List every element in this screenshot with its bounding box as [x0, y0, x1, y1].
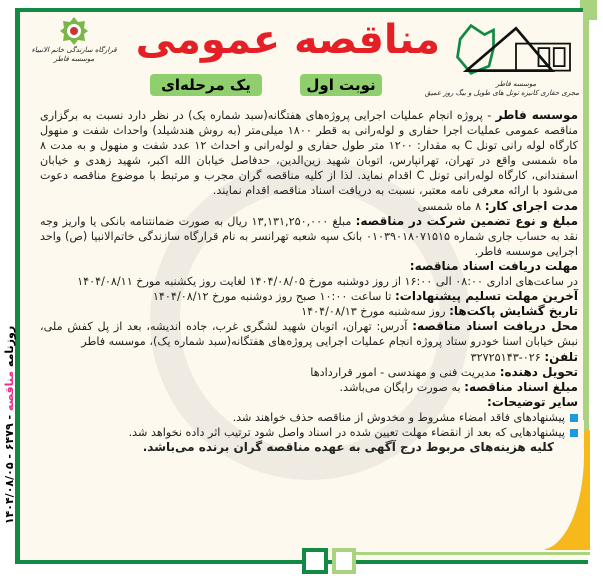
paper-name: روزنامه: [3, 325, 16, 368]
note-item: [40, 410, 578, 425]
location-value: آدرس: تهران، اتوبان شهید لشگری غرب، جاده اندیشه، بعد از پل کفش ملی، نبش خیابان اسنا خودرو ستاد پروژه انجام عملیات اجرایی پروژه‌های هفتگانه(سبد شماره یک)، موسسه فاطر: [40, 320, 578, 349]
opening-value: روز سه‌شنبه مورخ ۱۴۰۴/۰۸/۱۳: [301, 305, 450, 319]
bullet-icon: [570, 429, 578, 437]
ad-body: [40, 108, 578, 455]
newspaper-imprint: [3, 290, 16, 560]
phone-value: ۰۲۶-۳۲۷۲۵۱۴۳: [470, 350, 545, 364]
note-text: پیشنهادهای فاقد امضاء مشروط و مخدوش از مناقصه حذف خواهند شد.: [232, 410, 565, 424]
issue-info: - ۶۴۷۹ - ۱۴۰۴/۰۸/۰۵: [3, 411, 16, 525]
final-note: کلیه هزینه‌های مربوط درج آگهی به عهده مناقصه گران برنده می‌باشد.: [142, 440, 554, 455]
paper-brand: مناقصه: [3, 370, 16, 412]
khatam-logo: [24, 16, 124, 106]
org-name: موسسه فاطر: [495, 108, 578, 122]
stage-badge: یک مرحله‌ای: [150, 74, 262, 96]
decor-square: [332, 548, 356, 574]
opening-label: تاریخ گشایش پاکت‌ها:: [449, 304, 578, 319]
guarantee-value: مبلغ ۱۳,۱۳۱,۲۵۰,۰۰۰ ریال به صورت ضمانتنامه بانکی یا واریز وجه نقد به حساب جاری شماره ۰۱۰۳۹۰۱۸۰۷۱۵۱۵ بانک سپه شعبه تهرانسر به نام قرارگاه سازندگی خاتم‌الانبیا (ص) واحد اجرایی موسسه فاطر.: [40, 214, 578, 258]
logo-caption: مجری حفاری کانیزه تونل های طویل و بیگ روز عمیق: [424, 89, 579, 97]
logo-caption: قرارگاه سازندگی خاتم الانبیاء: [31, 46, 117, 54]
docs-deadline-label: مهلت دریافت اسناد مناقصه:: [409, 258, 578, 273]
emblem-icon: [59, 16, 89, 46]
submit-value: تا ساعت ۱۰:۰۰ صبح روز دوشنبه مورخ ۱۴۰۴/۰۸/۱۲: [152, 290, 395, 304]
note-item: [40, 425, 578, 440]
submit-label: آخرین مهلت تسلیم پیشنهادات:: [394, 289, 578, 304]
other-label: سایر توضیحات:: [487, 394, 578, 409]
docs-deadline-value: در ساعت‌های اداری ۰۸:۰۰ الی ۱۶:۰۰ از روز دوشنبه مورخ ۱۴۰۴/۰۸/۰۵ لغایت روز یکشنبه مورخ ۱۴۰۴/۰۸/۱۱: [77, 275, 578, 289]
duration-value: ۸ ماه شمسی: [417, 199, 485, 213]
location-label: محل دریافت اسناد مناقصه:: [412, 319, 578, 334]
decor-square: [302, 548, 328, 574]
fater-logo-icon: [453, 18, 579, 80]
duration-label: مدت اجرای کار:: [484, 198, 578, 213]
deliverer-value: مدیریت فنی و مهندسی - امور قراردادها: [310, 365, 500, 379]
bullet-icon: [570, 414, 578, 422]
logo-caption: موسسه فاطر: [53, 55, 95, 63]
deliverer-label: تحویل دهنده:: [499, 364, 578, 379]
decor-line: [355, 552, 590, 555]
guarantee-label: مبلغ و نوع تضمین شرکت در مناقصه:: [355, 213, 579, 228]
fee-value: به صورت رایگان می‌باشد.: [339, 380, 465, 394]
intro-text: - پروژه انجام عملیات اجرایی پروژه‌های هفتگانه(سبد شماره یک) در نظر دارد نسبت به برگزاری مناقصه عمومی عملیات اجرا حفاری و لوله‌رانی به قطر ۱۸۰۰ میلی‌متر (به روش هندشیلد) واحداث شفت و منهول کارگاه لوله رانی تونل C به مقدار: ۱۲۰۰ متر طول حفاری و لوله‌رانی و احداث ۱۲ عدد شفت و منهول و به مدت ۸ ماه شمسی واقع در تهران، تهرانپارس، اتوبان شهید زین‌الدین، حدفاصل خیابان الله اکبر، شهید زهدی و خیابان اسفندانی، کارگاه لوله‌رانی تونل C اقدام نماید. لذا از کلیه مناقصه گران مجرب و مرتبط با موضوع مناقصه دعوت می‌شود با ارائه معرفی نامه معتبر، نسبت به دریافت اسناد مناقصه اقدام نمایند.: [40, 109, 579, 198]
logo-caption: موسسه فاطر: [495, 80, 537, 88]
round-badge: نوبت اول: [300, 74, 382, 96]
ad-title: مناقصه عمومی: [135, 17, 440, 63]
phone-label: تلفن:: [544, 349, 578, 364]
fater-logo: [424, 18, 579, 106]
note-text: پیشنهادهایی که بعد از انقضاء مهلت تعیین شده در اسناد واصل شود ترتیب اثر داده نخواهد شد.: [128, 425, 565, 439]
fee-label: مبلغ اسناد مناقصه:: [464, 379, 578, 394]
